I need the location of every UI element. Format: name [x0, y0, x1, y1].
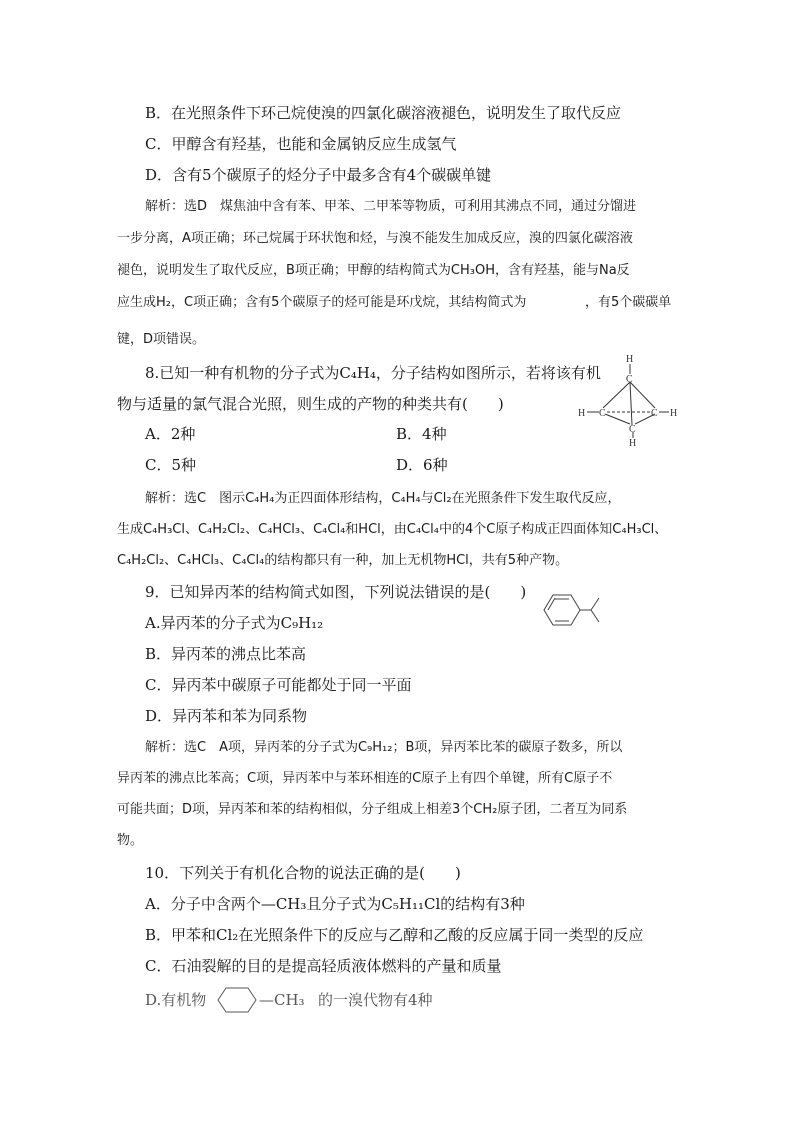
q7-option-b: B．在光照条件下环己烷使溴的四氯化碳溶液褪色，说明发生了取代反应 — [145, 104, 622, 122]
q9-answer-line-3: 可能共面；D项，异丙苯和苯的结构相似，分子组成上相差3个CH₂原子团，二者互为同系 — [117, 802, 628, 817]
tetrahedrane-h-left: H — [578, 408, 586, 419]
q7-answer-line-5: 键，D项错误。 — [117, 332, 206, 347]
q10-option-d-prefix: D.有机物 — [145, 991, 207, 1009]
q8-answer-line-1: 解析：选C 图示C₄H₄为正四面体形结构，C₄H₄与Cl₂在光照条件下发生取代反应， — [145, 491, 621, 506]
tetrahedrane-c-bottom: C — [629, 424, 636, 435]
isopropylbenzene-structure-figure — [536, 590, 606, 630]
q8-stem-line-2: 物与适量的氯气混合光照，则生成的产物的种类共有( ) — [117, 395, 504, 413]
tetrahedrane-c-right: C — [651, 408, 658, 419]
tetrahedrane-c-top: C — [626, 374, 633, 385]
q9-stem: 9．已知异丙苯的结构简式如图，下列说法错误的是( ) — [145, 583, 527, 601]
q7-option-c: C．甲醇含有羟基，也能和金属钠反应生成氢气 — [145, 135, 457, 153]
q10-option-d-methyl: —CH₃ — [259, 991, 305, 1009]
q7-answer-line-4b: ，有5个碳碳单 — [585, 295, 672, 310]
tetrahedrane-h-top: H — [626, 354, 634, 365]
q9-answer-line-2: 异丙苯的沸点比苯高；C项，异丙苯中与苯环相连的C原子上有四个单键，所有C原子不 — [117, 771, 613, 786]
q8-option-c: C．5种 — [145, 456, 197, 474]
tetrahedrane-h-right: H — [670, 408, 678, 419]
q9-answer-line-4: 物。 — [117, 833, 144, 848]
cyclohexane-ring-icon — [216, 986, 260, 1014]
q7-option-d: D．含有5个碳原子的烃分子中最多含有4个碳碳单键 — [145, 166, 492, 184]
q8-answer-line-3: C₄H₂Cl₂、C₄HCl₃、C₄Cl₄的结构都只有一种，加上无机物HCl，共有5种产物。 — [117, 553, 569, 568]
q9-option-a: A.异丙苯的分子式为C₉H₁₂ — [145, 614, 324, 632]
q8-option-a: A．2种 — [145, 425, 196, 443]
q7-answer-line-1: 解析：选D 煤焦油中含有苯、甲苯、二甲苯等物质，可利用其沸点不同，通过分馏进 — [145, 199, 637, 214]
tetrahedrane-h-bottom: H — [629, 438, 637, 448]
q8-option-b: B．4种 — [396, 425, 447, 443]
q7-answer-line-4a: 应生成H₂，C项正确；含有5个碳原子的烃可能是环戊烷，其结构简式为 — [117, 295, 527, 310]
q8-stem-line-1: 8.已知一种有机物的分子式为C₄H₄，分子结构如图所示，若将该有机 — [145, 364, 601, 382]
q7-answer-line-3: 褪色，说明发生了取代反应，B项正确；甲醇的结构简式为CH₃OH，含有羟基，能与Na反 — [117, 263, 630, 278]
q9-option-b: B．异丙苯的沸点比苯高 — [145, 645, 307, 663]
q9-answer-line-1: 解析：选C A项，异丙苯的分子式为C₉H₁₂；B项，异丙苯比苯的碳原子数多，所以 — [145, 740, 623, 755]
q8-option-d: D．6种 — [396, 456, 448, 474]
tetrahedrane-c-left: C — [599, 408, 606, 419]
q10-option-b: B．甲苯和Cl₂在光照条件下的反应与乙醇和乙酸的反应属于同一类型的反应 — [145, 926, 644, 944]
q10-stem: 10．下列关于有机化合物的说法正确的是( ) — [145, 864, 461, 882]
q10-option-d-suffix: 的一溴代物有4种 — [318, 991, 433, 1009]
q10-option-a: A．分子中含两个—CH₃且分子式为C₅H₁₁Cl的结构有3种 — [145, 895, 525, 913]
q8-answer-line-2: 生成C₄H₃Cl、C₄H₂Cl₂、C₄HCl₃、C₄Cl₄和HCl，由C₄Cl₄中的4个C原子构成正四面体知C₄H₃Cl、 — [117, 522, 668, 537]
q9-option-d: D．异丙苯和苯为同系物 — [145, 707, 308, 725]
q9-option-c: C．异丙苯中碳原子可能都处于同一平面 — [145, 676, 412, 694]
tetrahedrane-structure-figure — [575, 352, 685, 448]
q7-answer-line-2: 一步分离，A项正确；环己烷属于环状饱和烃，与溴不能发生加成反应，溴的四氯化碳溶液 — [117, 231, 633, 246]
q10-option-c: C．石油裂解的目的是提高轻质液体燃料的产量和质量 — [145, 957, 502, 975]
